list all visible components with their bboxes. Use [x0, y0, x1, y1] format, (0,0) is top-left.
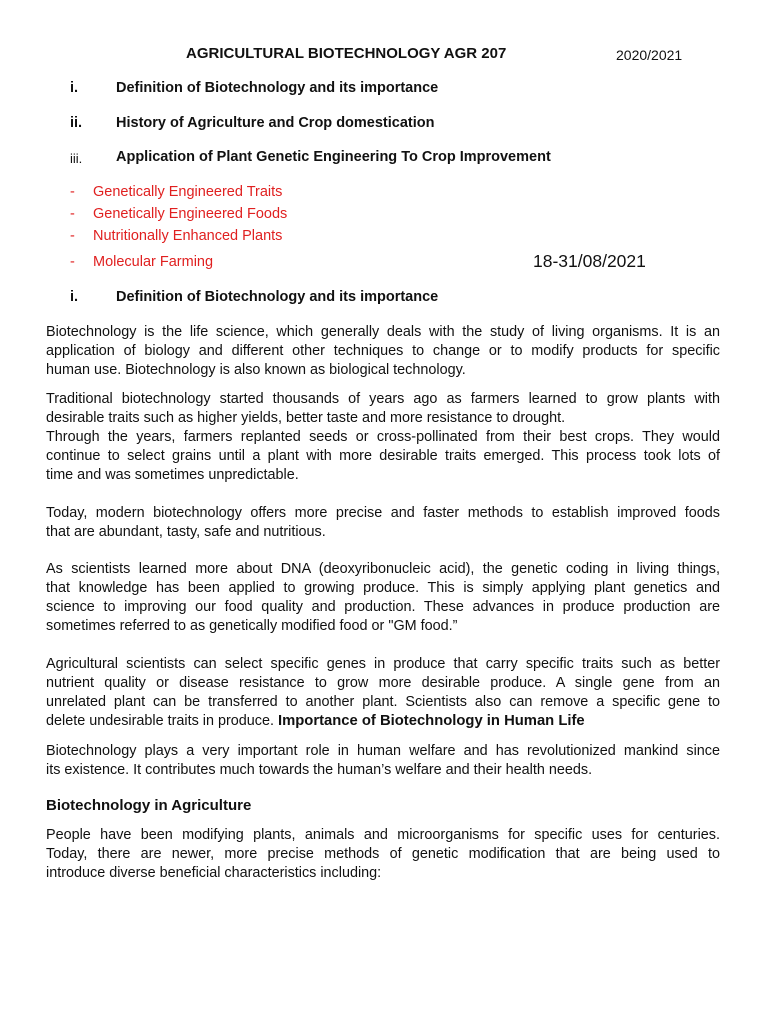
document-title: AGRICULTURAL BIOTECHNOLOGY AGR 207 — [186, 45, 507, 62]
toc-item-2: History of Agriculture and Crop domestication — [116, 115, 435, 131]
date-range: 18-31/08/2021 — [533, 251, 646, 271]
toc-item-1: Definition of Biotechnology and its importance — [116, 80, 439, 96]
paragraph-line: its existence. It contributes much towards the human’s welfare and their health needs. — [46, 762, 593, 778]
paragraph-line: nutrient quality or disease resistance to grow more desirable produce. A single gene from an — [46, 675, 720, 691]
paragraph-line: science to improving our food quality and production. These advances in produce production are — [46, 599, 720, 615]
paragraph-last-line — [46, 712, 720, 731]
paragraph-line: Through the years, farmers replanted seeds or cross-pollinated from their best crops. They would — [46, 429, 720, 445]
section-heading: Definition of Biotechnology and its importance — [116, 289, 439, 305]
paragraph-genes — [46, 655, 720, 731]
academic-year: 2020/2021 — [616, 47, 683, 63]
agriculture-heading: Biotechnology in Agriculture — [46, 797, 252, 814]
paragraph-line: Biotechnology plays a very important role in human welfare and has revolutionized mankind since — [46, 743, 720, 759]
paragraph-line: introduce diverse beneficial characteristics including: — [46, 865, 382, 881]
paragraph-line: desirable traits such as higher yields, better taste and more resistance to drought. — [46, 410, 566, 426]
toc-numeral-1: i. — [70, 80, 79, 96]
paragraph-line: time and was sometimes unpredictable. — [46, 467, 299, 483]
paragraph-line: that are abundant, tasty, safe and nutritious. — [46, 524, 326, 540]
paragraph-line: continue to select grains until a plant with more desirable traits emerged. This process took lots of — [46, 448, 720, 464]
paragraph-line: As scientists learned more about DNA (deoxyribonucleic acid), the genetic coding in living things, — [46, 561, 720, 577]
paragraph-line: delete undesirable traits in produce. — [46, 713, 274, 729]
paragraph-line: application of biology and different other techniques to change or to modify products for specific — [46, 343, 720, 359]
subitem-dash-2: - — [70, 206, 75, 222]
paragraph-dna — [46, 560, 720, 636]
paragraph-modern — [46, 504, 720, 542]
paragraph-agriculture — [46, 826, 720, 883]
importance-heading: Importance of Biotechnology in Human Life — [278, 713, 585, 729]
paragraph-line: human use. Biotechnology is also known as biological technology. — [46, 362, 466, 378]
section-numeral: i. — [70, 289, 79, 305]
subitem-1: Genetically Engineered Traits — [93, 184, 283, 200]
toc-numeral-3: iii. — [70, 151, 83, 166]
subitem-dash-1: - — [70, 184, 75, 200]
paragraph-line: Traditional biotechnology started thousands of years ago as farmers learned to grow plants with — [46, 391, 720, 407]
subitem-dash-3: - — [70, 228, 75, 244]
paragraph-line: that knowledge has been applied to growing produce. This is simply applying plant genetics and — [46, 580, 720, 596]
paragraph-line: Agricultural scientists can select specific genes in produce that carry specific traits such as better — [46, 656, 720, 672]
subitem-2: Genetically Engineered Foods — [93, 206, 288, 222]
paragraph-line: People have been modifying plants, animals and microorganisms for specific uses for centuries. — [46, 827, 720, 843]
toc-numeral-2: ii. — [70, 115, 83, 131]
subitem-3: Nutritionally Enhanced Plants — [93, 228, 283, 244]
paragraph-line: Today, modern biotechnology offers more precise and faster methods to establish improved foods — [46, 505, 720, 521]
paragraph-definition — [46, 323, 720, 380]
subitem-dash-4: - — [70, 254, 75, 270]
toc-item-3: Application of Plant Genetic Engineering To Crop Improvement — [116, 149, 551, 165]
paragraph-line: Today, there are newer, more precise methods of genetic modification that are being used to — [46, 846, 720, 862]
subitem-4: Molecular Farming — [93, 254, 214, 270]
paragraph-line: Biotechnology is the life science, which generally deals with the study of living organisms. It is an — [46, 324, 720, 340]
paragraph-line: unrelated plant can be transferred to another plant. Scientists also can remove a specific gene to — [46, 694, 720, 710]
paragraph-importance — [46, 742, 720, 780]
paragraph-traditional — [46, 390, 720, 485]
paragraph-line: sometimes referred to as genetically modified food or "GM food.” — [46, 618, 458, 634]
